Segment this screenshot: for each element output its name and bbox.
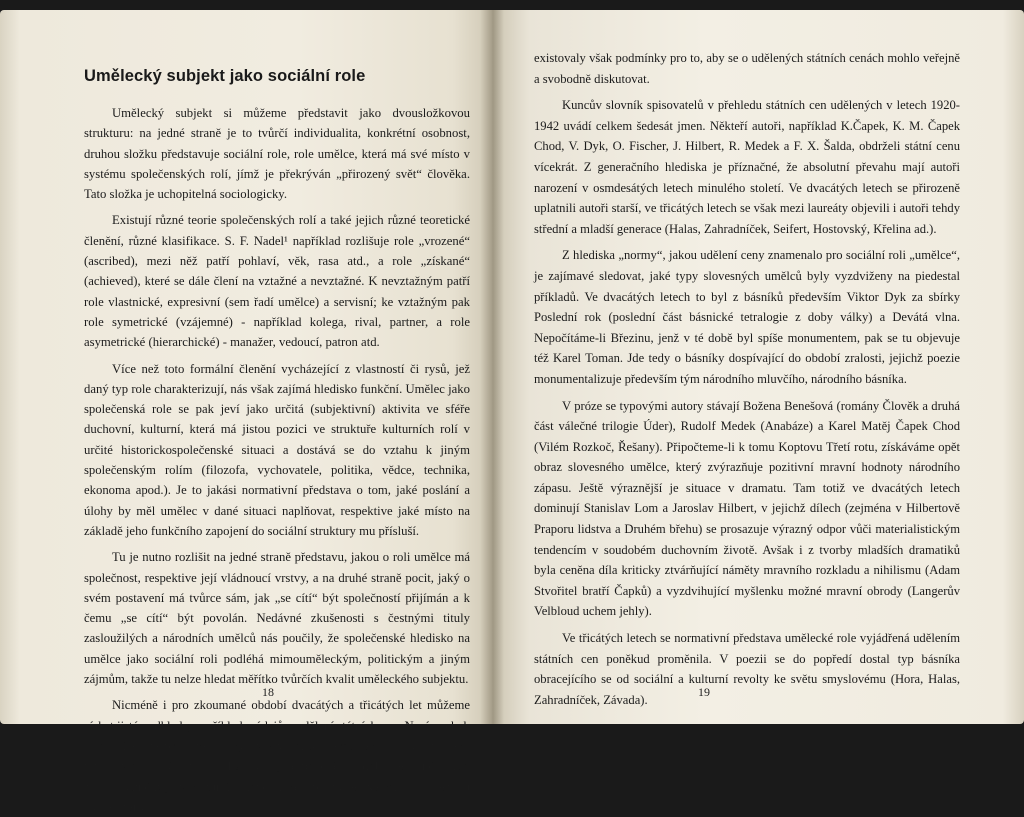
book-spread xyxy=(0,10,1024,814)
paragraph: Více než toto formální členění vycházející z vlastností či rysů, jež daný typ role charakterizují, nás však zajímá hledisko funkční. Umělec jako společenská role se pak jeví jako určitá (subjektivní) aktivita ve sféře duchovní, kulturní, která má jistou pozici ve struktuře kulturních rolí v určité historickospolečenské situaci a dostává se do vztahu k jiným společenským rolím (filozofa, vychovatele, politika, vědce, technika, ekonoma apod.). Je to jakási normativní představa o tom, jaké poslání a úlohy by měl umělec v dané situaci naplňovat, respektive jaké místo na základě jeho funkčního zapojení do sociální struktury mu přísluší. xyxy=(84,361,470,538)
left-page xyxy=(0,10,492,814)
right-page xyxy=(492,10,1024,724)
paragraph: Nicméně i pro zkoumané období dvacátých a třicátých let můžeme získat jisté podklady, například z údajů o udělení státních cen. Není pochyb o tom, že i za první republiky byly v pozadí těchto aktů - obdobně jako tomu bylo v jiných podmínkách a v jiné podobě i v době nedávné v naší zemi - různé zájmy kulturní, ekonomické i politické. Na rozdíl od režimu jedné strany xyxy=(84,698,470,814)
paragraph: Existují různé teorie společenských rolí a také jejich různé teoretické členění, různé klasifikace. S. F. Nadel¹ například rozlišuje role „vrozené“ (ascribed), mezi něž patří pohlaví, věk, rasa atd., a role „získané“ (achieved), které se dále člení na vztažné a nevztažné. K nevztažným patří role vlastnické, expresivní (sem řadí umělce) a servisní; ke vztažným pak role symetrické (vzájemné) - například kolega, rival, partner, a role asymetrické (hierarchické) - manažer, vedoucí, patron atd. xyxy=(84,213,470,350)
paragraph: Umělecký subjekt si můžeme představit jako dvousložkovou strukturu: na jedné straně je to tvůrčí individualita, konkrétní osobnost, druhou složku představuje sociální role, role umělce, která má své místo v systému společenských rolí, jímž je překrýván „přirozený svět“ člověka. Tato složka je uchopitelná sociologicky. xyxy=(84,106,470,202)
paragraph: Z hlediska „normy“, jakou udělení ceny znamenalo pro sociální roli „umělce“, je zajímavé sledovat, jaké typy slovesných umělců byly vyzdviženy na piedestal příkladů. Ve dvacátých letech to byl z básníků především Viktor Dyk za sbírky Poslední rok (poslední část básnické tetralogie z doby války) a Devátá vlna. Nepočítáme-li Březinu, jenž v té době byl spíše monumentem, pak se tu objevuje též Karel Toman. Jde tedy o básníky dospívající do období zralosti, jejichž poezie monumentalizuje především tým národního mluvčího, národního básníka. xyxy=(534,248,960,386)
paragraph: existovaly však podmínky pro to, aby se o udělených státních cenách mohlo veřejně a svobodně diskutovat. xyxy=(534,51,960,86)
page-number: 18 xyxy=(262,685,274,699)
paragraph: V próze se typovými autory stávají Božena Benešová (romány Člověk a druhá část válečné trilogie Úder), Rudolf Medek (Anabáze) a Karel Matěj Čapek Chod (Vilém Rozkoč, Řešany). Připočteme-li k tomu Koptovu Třetí rotu, získáváme opět obraz slovesného umělce, který zvýrazňuje pozitivní mravní hodnoty národního zápasu. Ještě výraznější je situace v dramatu. Tam totiž ve dvacátých letech dominují Stanislav Lom a Jaroslav Hilbert, v jejichž dílech (zejména v Hilbertově Praporu lidstva a Druhém břehu) se prosazuje výrazný odpor vůči materialistickým tendencím v soudobém duchovním životě. Avšak i z tvorby mladších dramatiků byla ceněna díla kriticky ztvárňující náměty mravního rozkladu a nihilismu (Adam Stvořitel bratří Čapků) a vyzdvihující myšlenku možné mravní obrody (Langerův Velbloud uchem jehly). xyxy=(534,398,960,619)
paragraph: Ve třicátých letech se normativní představa umělecké role vyjádřená udělením státních cen poněkud proměnila. V poezii se do popředí dostal typ básníka obracejícího se od sociální a kulturní revolty ke světu smyslovému (Hora, Halas, Zahradníček, Závada). xyxy=(534,631,960,707)
section-heading: Umělecký subjekt jako sociální role xyxy=(84,67,366,85)
paragraph: Kuncův slovník spisovatelů v přehledu státních cen udělených v letech 1920-1942 uvádí celkem šedesát jmen. Někteří autoři, například K.Čapek, K. M. Čapek Chod, V. Dyk, O. Fischer, J. Hilbert, R. Medek a F. X. Šalda, obdrželi státní cenu vícekrát. Z generačního hlediska je příznačné, že absolutní převahu mají autoři narození v osmdesátých letech minulého století. Ve dvacátých letech se přirozeně uplatnili autoři starší, ve třicátých letech se však mezi laureáty objevili i autoři tehdy střední a mladší generace (Halas, Zahradníček, Seifert, Hostovský, Křelina ad.). xyxy=(534,98,960,236)
page-number: 19 xyxy=(698,685,710,699)
paragraph: Tu je nutno rozlišit na jedné straně představu, jakou o roli umělce má společnost, respektive její vládnoucí vrstvy, a na druhé straně pocit, jaký o svém postavení má tvůrce sám, jak „se cítí“ být společností přijímán a k čemu „se cítí“ být povolán. Nedávné zkušenosti s čestnými tituly zasloužilých a národních umělců nás poučily, že společenské hledisko na umělce jako sociální roli podléhá mimouměleckým, politickým a jiným zájmům, takže tu nelze hledat měřítko tvůrčích kvalit uměleckého subjektu. xyxy=(84,550,470,687)
